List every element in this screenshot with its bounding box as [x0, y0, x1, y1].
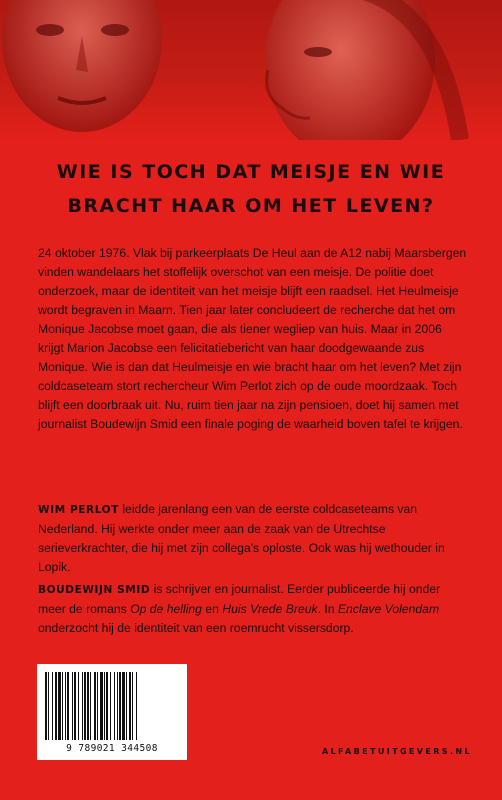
author-bio-perlot-text: leidde jarenlang een van de eerste coldcaseteams van Nederland. Hij werkte onder meer aan de zaak van de Utrechtse serieverkrachter, die hij met zijn collega's oploste. Ook was hij wethouder in Lopik. [38, 502, 445, 574]
author-bio-smid-text-d: onderzocht hij de identiteit van een roemrucht vissersdorp. [38, 621, 354, 635]
author-bio-smid-text-b: en [205, 602, 219, 616]
book-title-1: Op de helling [130, 602, 202, 616]
headline-line-1: WIE IS TOCH DAT MEISJE EN WIE [56, 161, 446, 183]
author-bio-smid-text-a: is schrijver en journalist. Eerder publiceerde hij onder meer de romans [38, 582, 441, 616]
book-title-2: Huis Vrede Breuk [222, 602, 318, 616]
author-name-smid: BOUDEWIJN SMID [38, 584, 151, 596]
author-bio-perlot [38, 500, 468, 577]
cover-photo-two-faces [0, 0, 502, 140]
author-name-perlot: WIM PERLOT [38, 504, 119, 516]
blurb-text [38, 244, 468, 434]
barcode-bars [43, 672, 181, 740]
author-bio-smid [38, 580, 468, 638]
book-title-3: Enclave Volendam [337, 602, 440, 616]
author-bio-smid-text-c: . In [317, 602, 335, 616]
publisher-url: ALFABETUITGEVERS.NL [321, 747, 472, 756]
blurb-paragraph: 24 oktober 1976. Vlak bij parkeerplaats De Heul aan de A12 nabij Maarsbergen vinden wandelaars het stoffelijk overschot van een meisje. De politie doet onderzoek, maar de identiteit van het meisje blijft een raadsel. Het Heulmeisje wordt begraven in Maarn. Tien jaar later concludeert de recherche dat het om Monique Jacobse moet gaan, die als tiener wegliep van huis. Maar in 2006 krijgt Marion Jacobse een felicitatiebericht van haar doodgewaande zus Monique. Wie is dan dat Heulmeisje en wie bracht haar om het leven? Met zijn coldcaseteam stort rechercheur Wim Perlot zich op de oude moordzaak. Toch blijft een doorbraak uit. Nu, ruim tien jaar na zijn pensioen, doet hij samen met journalist Boudewijn Smid een finale poging de waarheid boven tafel te krijgen. [38, 246, 467, 431]
headline-line-2: BRACHT HAAR OM HET LEVEN? [67, 195, 435, 217]
isbn-digits: 9 789021 344508 [66, 743, 158, 754]
headline [0, 155, 502, 223]
isbn-barcode [37, 664, 187, 760]
